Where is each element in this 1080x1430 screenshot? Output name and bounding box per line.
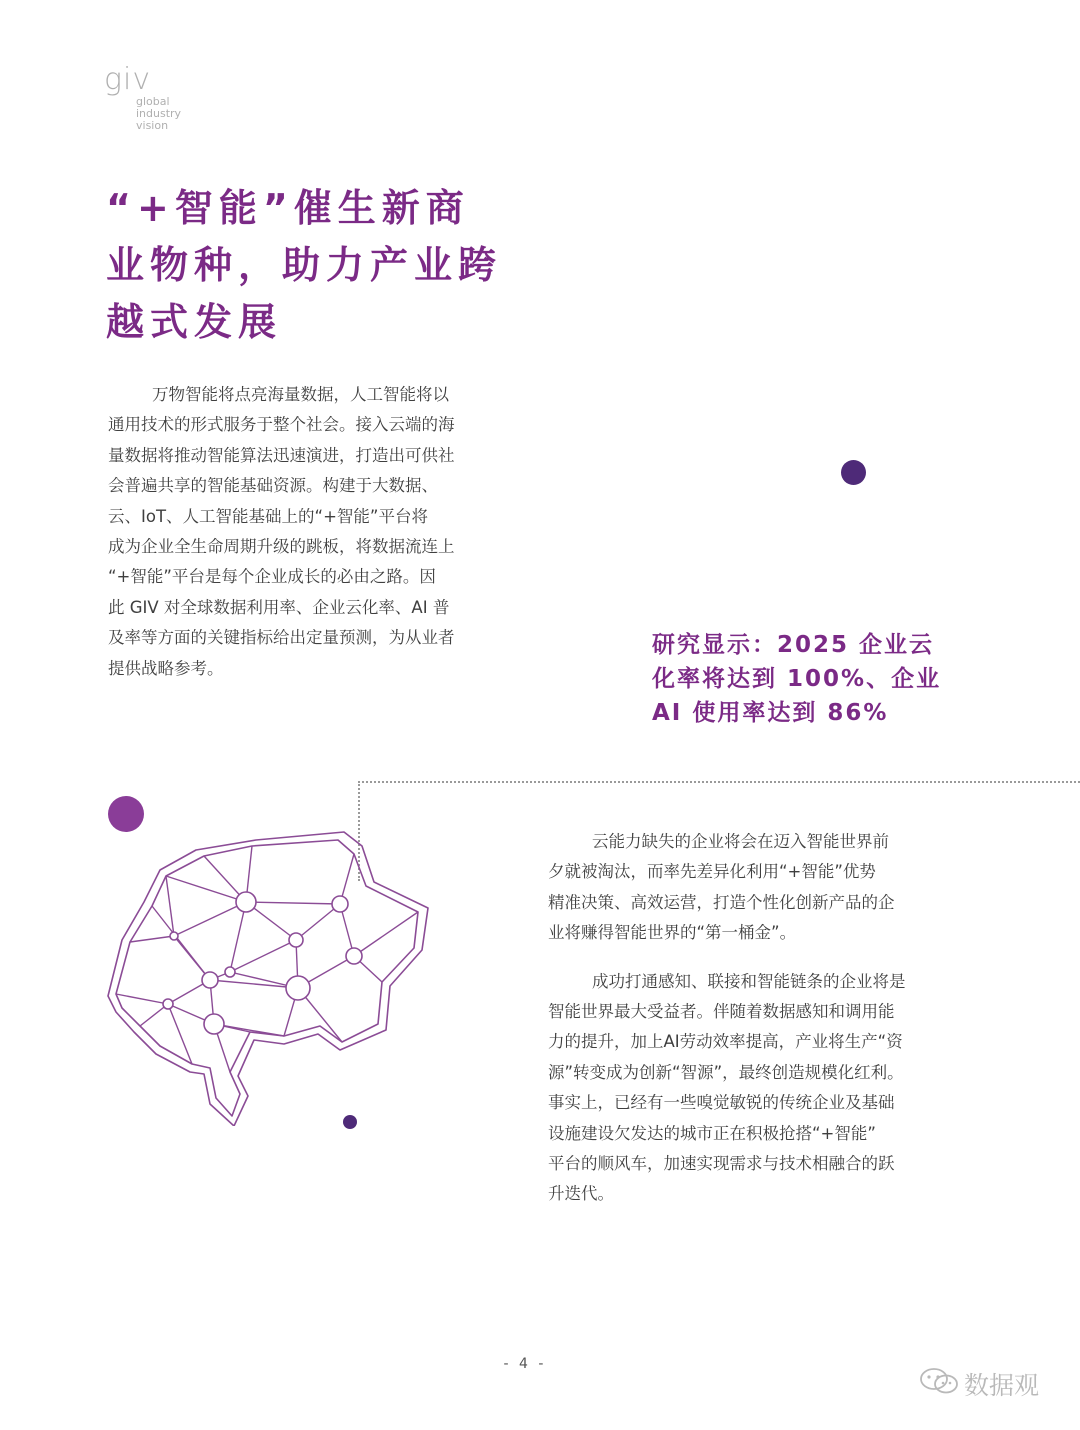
logo-line: vision	[136, 119, 169, 132]
decorative-dot	[841, 460, 866, 485]
highlight-callout	[652, 628, 962, 730]
text-line: 事实上，已经有一些嗅觉敏锐的传统企业及基础	[548, 1093, 895, 1113]
text-line: “+智能”平台是每个企业成长的必由之路。因	[108, 567, 436, 587]
text-line: 精准决策、高效运营，打造个性化创新产品的企	[548, 892, 895, 912]
text-line: 平台的顺风车，加速实现需求与技术相融合的跃	[548, 1154, 895, 1174]
dotted-divider	[358, 781, 1080, 783]
watermark	[918, 1362, 1058, 1402]
page-number: - 4 -	[503, 1356, 547, 1372]
wechat-icon	[918, 1366, 960, 1396]
text-line: 通用技术的形式服务于整个社会。接入云端的海	[108, 415, 455, 435]
body-text	[548, 827, 948, 1210]
text-line: 提供战略参考。	[108, 658, 224, 678]
body-paragraph	[548, 827, 948, 949]
title-line: “+智能”催生新商	[106, 186, 470, 230]
logo-line: industry	[136, 107, 182, 120]
text-line: 成功打通感知、联接和智能链条的企业将是	[592, 971, 906, 991]
text-line: 云能力缺失的企业将会在迈入智能世界前	[592, 832, 889, 851]
brain-network-icon	[104, 826, 436, 1126]
title-line: 越式发展	[106, 300, 283, 344]
giv-logo	[104, 64, 204, 144]
intro-paragraph	[108, 380, 508, 684]
page-title	[106, 180, 526, 351]
text-line: 智能世界最大受益者。伴随着数据感知和调用能	[548, 1002, 895, 1022]
logo-line: global	[136, 95, 170, 108]
text-line: 升迭代。	[548, 1184, 614, 1204]
text-line: 夕就被淘汰，而率先差异化利用“+智能”优势	[548, 862, 876, 882]
watermark-text: 数据观	[964, 1371, 1040, 1400]
text-line: 云、IoT、人工智能基础上的“+智能”平台将	[108, 506, 428, 526]
text-line: 量数据将推动智能算法迅速演进，打造出可供社	[108, 445, 455, 465]
text-line: 万物智能将点亮海量数据，人工智能将以	[152, 385, 449, 404]
text-line: 此 GIV 对全球数据利用率、企业云化率、AI 普	[108, 597, 450, 617]
text-line: 源”转变成为创新“智源”，最终创造规模化红利。	[548, 1062, 904, 1082]
text-line: 业将赚得智能世界的“第一桶金”。	[548, 923, 797, 943]
body-paragraph	[548, 967, 948, 1210]
logo-mark: giv	[104, 62, 152, 97]
text-line: 及率等方面的关键指标给出定量预测，为从业者	[108, 628, 455, 648]
text-line: 力的提升，加上AI劳动效率提高，产业将生产“资	[548, 1032, 903, 1052]
text-line: 成为企业全生命周期升级的跳板，将数据流连上	[108, 537, 455, 557]
highlight-line: 研究显示：2025 企业云	[652, 632, 935, 658]
title-line: 业物种，助力产业跨	[106, 243, 503, 287]
highlight-line: AI 使用率达到 86%	[652, 700, 889, 726]
logo-subtitle	[136, 96, 181, 132]
text-line: 会普遍共享的智能基础资源。构建于大数据、	[108, 476, 438, 496]
decorative-dot	[343, 1115, 357, 1129]
text-line: 设施建设欠发达的城市正在积极抢搭“+智能”	[548, 1123, 876, 1143]
highlight-line: 化率将达到 100%、企业	[652, 666, 942, 692]
